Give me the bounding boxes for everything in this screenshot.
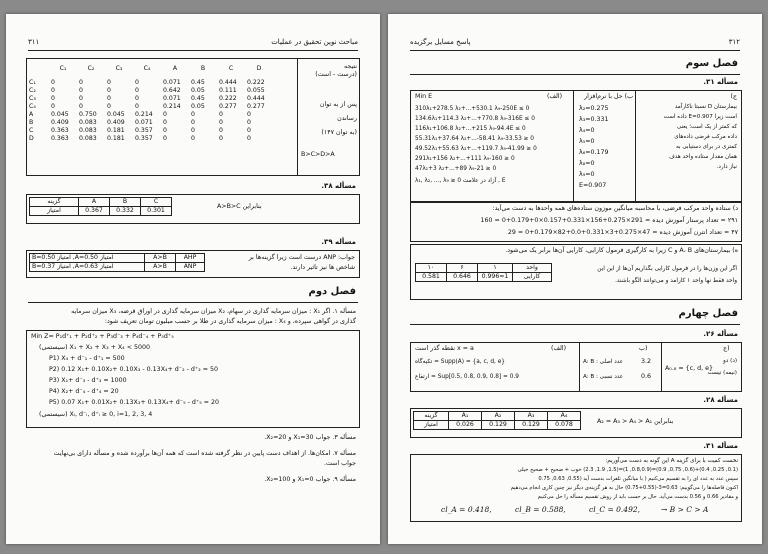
closeness-a: cl_A = 0.418,	[441, 505, 492, 514]
problem-31b-box: نخست کمیت با برای گزینه A این گونه به دست می‌آوریم: (0.1, 0.25, 0.4)+(0.6, 0.75, 0.9)=(0.8,0.9, 1)=(1.5, 1.9, 2.3) خوب + صحیح + صحیح خیلی سپس عدد به عدد ای را به تقسیم می‌کنیم ( با میانگین تلفرات بدست آید (0.55, 0.63, 0.75 اکنون فاصله‌ها را می‌گوییم: 0.63=3-(0.55+0.75) حال به هر گزینه‌ی دیگر نیز چنین کاری انجام می‌دهیم و مقادیر 0.66 و 0.56 بدست می‌آید. حال بر حسب باید از روش تقسیم مسأله را حل می‌کنیم cl_A = 0.418, cl_B = 0.588, cl_C = 0.492, → B > C > A	[410, 454, 742, 522]
right-page	[388, 14, 762, 544]
table-row: C₂ 0 0 0 0 0.642 0.05 0.111 0.055	[29, 87, 265, 94]
table-row: D 0.363 0.083 0.181 0.357 0 0 0 0	[29, 135, 251, 142]
problem-7-answer: جواب است.	[323, 460, 356, 467]
col-header: B	[200, 65, 206, 72]
problem-39-note: جواب: ANP درست است زیرا گزینه‌ها بر	[248, 254, 355, 261]
right-running-header	[410, 38, 740, 51]
limit-supermatrix	[26, 58, 360, 176]
col-header: D	[256, 65, 262, 72]
result-header: نتیجه	[344, 63, 357, 70]
problem-38-title: مسأله ۳۸.	[321, 182, 356, 190]
problem-39-note: شاخص ها نیز تاثیر دارند.	[290, 264, 355, 271]
running-title: مباحث نوین تحقیق در عملیات	[271, 38, 358, 46]
problem-31-title: مسأله ۳۱.	[703, 78, 738, 86]
problem-28-result: A₂ = A₃ > A₄ > A₁ بنابراین	[597, 418, 674, 425]
left-page	[6, 14, 380, 544]
table-row: C 0.363 0.083 0.181 0.357 0 0 0 0	[29, 127, 251, 134]
table-row: C₃ 0 0 0 0 0.071 0.45 0.222 0.444	[29, 95, 265, 102]
problem-28-box: گزینه A₁ A₂ A₃ A₄ امتیاز 0.026 0.129 0.129 0.078 A₂ = A₃ > A₄ > A₁ بنابراین	[410, 408, 742, 438]
dea-part-d: د) ستاده واحد مرکب فرضی، با محاسبه میانگین موزون ستاده‌های همه واحدها به دست می‌آید: ۲۹۱ = تعداد پرستار آموزش دیده = 291×0.275+156×0.331+0.157×0+0.179+0 = 160 ۴۷ = تعداد انترن آموزش دیده = 47×0.275+3×0.331+0.0+82×0.179+0 = 29	[410, 202, 742, 242]
problem-7-answer: مسأله ۷. امکان‌ها. از اهداف دست پایین در نظر گرفته شده است که همه آن‌ها برآورده شده و مسأله دارای بی‌نهایت	[53, 450, 356, 457]
chapter-4-title: فصل چهارم	[678, 308, 738, 319]
problem-28-title: مسأله ۲۸.	[703, 396, 738, 404]
page-number: ۳۱۲	[728, 38, 740, 46]
col-header: C	[228, 65, 234, 72]
problem-31b-title: مسأله ۳۱.	[703, 442, 738, 450]
problem-3-answer: مسأله ۳. جواب X₁=30 و X₂=20.	[264, 434, 356, 441]
side-note: رساندن	[337, 115, 357, 122]
table-row: C₄ 0 0 0 0 0.214 0.05 0.277 0.277	[29, 103, 265, 110]
dea-model-box: Min E (الف) 310λ₁+278.5 λ₂+...+530.1 λ₉-250E ≤ 0 134.6λ₁+114.3 λ₂+...+770.8 λ₉-316E ≤ 0 116λ₁+106.8 λ₂+...+215 λ₉-94.4E ≤ 0 55.31λ₁+37.64 λ₂+...-58.41 λ₉-33.53 ≥ 0 49.52λ₁+55.63 λ₂+...+119.7 λ₉-41.99 ≥ 0 291λ₁+156 λ₂+...+111 λ₉-160 ≥ 0 47λ₁+3 λ₂+...+89 λ₉-21 ≥ 0 λ₁, λ₂, ..., λ₉ ≥ 0 آزاد در علامت , E ب) حل با نرم‌افزار λ₂=0.275 λ₃=0.331 λ₄=0 λ₅=0 λ₆=0.179 λ₈=0 λ₉=0 E=0.907 ج) بیمارستان D نسبتا ناکارآمد است زیرا E=0.907 داده است که کمتر از یک است؛ یعنی داده مرکب فرضی داده‌های کمتری در برای دستیابی به همان مقدار ستاده واحد هدف نیاز دارد.	[410, 90, 742, 202]
result-header-note: (درست - است)	[315, 71, 357, 78]
col-header: C₂	[87, 65, 95, 72]
left-running-header	[28, 38, 358, 51]
problem-39-box: B=0.50 امتیاز ,A=0.50 امتیاز A>B AHP B=0.37 امتیاز ,A=0.63 امتیاز A>B ANP جواب: ANP درست است زیرا گزینه‌ها بر شاخص ها نیز تاثیر دارند.	[26, 250, 360, 278]
fuzzy-set-box: نقطه گذر است x = a (الف) تکیه‌گاه = Supp(A) = {a, c, d, e} ارتفاع = Sup[0.5, 0.8, 0.9, 0.8] = 0.9 ب) A: B : عدد اصلی 3.2 A: B : عدد نسبی 0.6 ج) A₀.₈ = {c, d, e} (د) دو (نیمه) نیست	[410, 342, 742, 392]
chapter-3-title: فصل سوم	[685, 58, 738, 69]
table-row: C₁ 0 0 0 0 0.071 0.45 0.444 0.222	[29, 79, 265, 86]
final-ranking: → B > C > A	[661, 505, 709, 514]
dea-part-e: ه) بیمارستان‌های A، B و C زیرا به کارگیری فرمول کارایی، کارایی آن‌ها برابر یک می‌شود. ۱۰ ۶ ۱ واحد 0.581 0.646 0.996≈1 کارایی اگر این وزن‌ها را در فرمول کارایی بگذاریم آن‌ها از این این واحد فقط نها واحد ۱ کارامد و می‌توانند الگو باشند.	[410, 244, 742, 300]
problem-26-title: مسأله ۲۶.	[703, 330, 738, 338]
problem-38-result: A>B>C بنابراین	[217, 203, 262, 210]
side-note: پس از به توان	[319, 101, 357, 108]
closeness-b: cl_B = 0.588,	[515, 505, 566, 514]
chapter-2-title: فصل دوم	[308, 286, 356, 297]
table-row: B 0.409 0.083 0.409 0.071 0 0 0 0	[29, 119, 251, 126]
table-row: A 0.045 0.750 0.045 0.214 0 0 0 0	[29, 111, 251, 118]
col-header: A	[172, 65, 178, 72]
col-header: C₃	[115, 65, 123, 72]
running-title: پاسخ مسایل برگزیده	[410, 38, 471, 46]
col-header: C₁	[59, 65, 67, 72]
problem-38-box: گزینه A B C امتیاز 0.367 0.332 0.301 A>B>C بنابراین	[26, 194, 360, 224]
problem-1-text: مسأله ۱. اگر X₁ : میزان سرمایه گذاری در سهام، X₂ میزان سرمایه گذاری در اوراق قرضه، X₃ میزان سرمایه‌	[71, 308, 356, 315]
col-header: C₄	[143, 65, 151, 72]
goal-programming-model: Min Z= P₁d⁺₁ + P₂d⁺₂ + P₃d⁻₃ + P₄d⁻₄ + P₅d⁺₅ (سیستمی) X₁ + X₂ + X₃ + X₄ < 5000 P1) X₄ + d⁻₁ - d⁺₁ = 500 P2) 0.12 X₁+ 0.10X₂+ 0.10X₃ - 0.13X₄+ d⁻₂ - d⁺₂ = 50 P3) X₁+ d⁻₃ - d⁺₃ = 1000 P4) X₂+ d⁻₄ - d⁺₄ = 20 P5) 0.07 X₁+ 0.01X₂+ 0.13X₃+ 0.13X₄+ d⁻₅ - d⁺₅ = 20 (سیستمی) Xᵢ, d⁻ᵢ, d⁺ᵢ ≥ 0, i=1, 2, 3, 4	[26, 330, 360, 428]
side-note: (به توان ۱۴۷)	[321, 129, 357, 136]
problem-39-title: مسأله ۳۹.	[321, 238, 356, 246]
ranking-result: B>C>D>A	[301, 151, 335, 158]
closeness-c: cl_C = 0.492,	[589, 505, 640, 514]
page-number: ۳۱۱	[28, 38, 40, 46]
problem-9-answer: مسأله ۹. جواب X₁=0 و X₂=100.	[264, 476, 356, 483]
problem-1-text: گذاری در گواهی سپرده، و X₄ : میزان سرمایه گذاری در طلا بر حسب میلیون تومان تعریف شود:	[104, 318, 356, 325]
